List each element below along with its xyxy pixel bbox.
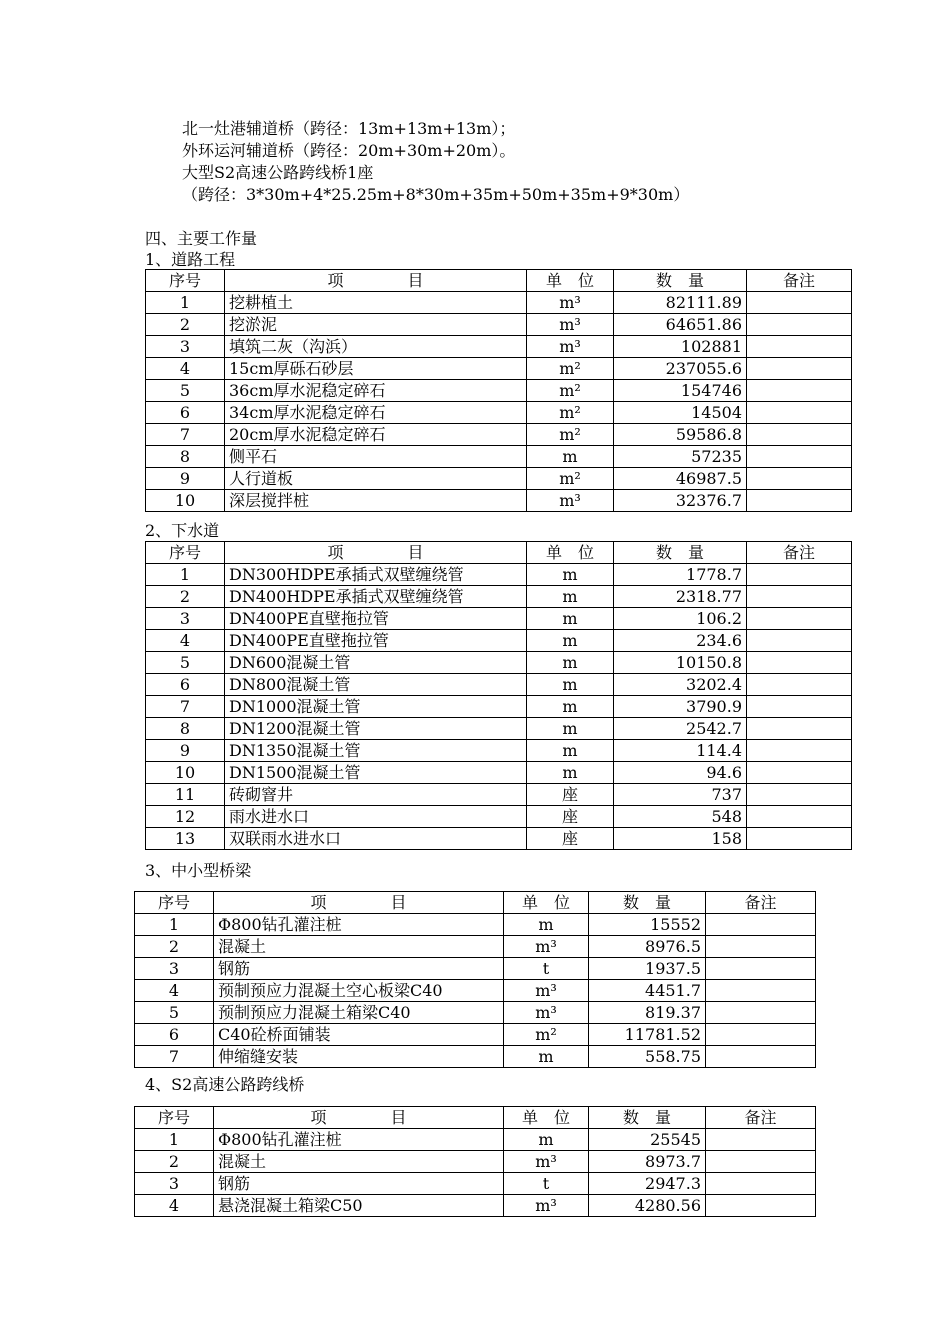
cell-note — [747, 652, 852, 674]
header-unit: 单 位 — [527, 270, 614, 292]
cell-no: 3 — [135, 958, 214, 980]
header-item: 项 目 — [225, 270, 527, 292]
cell-item: 挖淤泥 — [225, 314, 527, 336]
header-unit: 单 位 — [527, 542, 614, 564]
cell-qty: 4451.7 — [589, 980, 706, 1002]
cell-unit: m — [527, 446, 614, 468]
table-row — [135, 936, 816, 958]
cell-note — [747, 358, 852, 380]
cell-qty: 2318.77 — [614, 586, 747, 608]
cell-unit: m — [527, 696, 614, 718]
header-qty: 数 量 — [589, 1107, 706, 1129]
cell-item: 侧平石 — [225, 446, 527, 468]
cell-no: 8 — [146, 446, 225, 468]
table-row — [146, 380, 852, 402]
header-seq: 序号 — [146, 270, 225, 292]
table-row — [146, 828, 852, 850]
cell-unit: m³ — [527, 490, 614, 512]
cell-item: 预制预应力混凝土空心板梁C40 — [214, 980, 504, 1002]
cell-note — [706, 980, 816, 1002]
intro-line-4: （跨径：3*30m+4*25.25m+8*30m+35m+50m+35m+9*30m） — [182, 185, 690, 204]
cell-unit: m³ — [504, 1195, 589, 1217]
cell-item: 伸缩缝安装 — [214, 1046, 504, 1068]
cell-item: 34cm厚水泥稳定碎石 — [225, 402, 527, 424]
cell-no: 7 — [135, 1046, 214, 1068]
cell-qty: 46987.5 — [614, 468, 747, 490]
cell-note — [747, 490, 852, 512]
intro-line-1: 北一灶港辅道桥（跨径：13m+13m+13m）； — [182, 119, 516, 138]
cell-item: 混凝土 — [214, 1151, 504, 1173]
cell-qty: 819.37 — [589, 1002, 706, 1024]
cell-unit: m² — [527, 402, 614, 424]
table-row — [135, 914, 816, 936]
table-row — [146, 586, 852, 608]
table-row — [135, 1046, 816, 1068]
cell-qty: 154746 — [614, 380, 747, 402]
cell-item: 双联雨水进水口 — [225, 828, 527, 850]
table-row — [135, 1195, 816, 1217]
cell-item: 填筑二灰（沟浜） — [225, 336, 527, 358]
cell-item: 悬浇混凝土箱梁C50 — [214, 1195, 504, 1217]
cell-item: DN400PE直壁拖拉管 — [225, 630, 527, 652]
table-s2-overpass — [134, 1106, 816, 1217]
table-row — [135, 958, 816, 980]
cell-unit: t — [504, 958, 589, 980]
cell-unit: m — [527, 718, 614, 740]
cell-qty: 158 — [614, 828, 747, 850]
cell-item: 挖耕植土 — [225, 292, 527, 314]
cell-unit: m³ — [504, 1002, 589, 1024]
cell-no: 3 — [146, 336, 225, 358]
cell-unit: m — [527, 630, 614, 652]
cell-no: 13 — [146, 828, 225, 850]
cell-item: DN400PE直壁拖拉管 — [225, 608, 527, 630]
cell-unit: m³ — [504, 936, 589, 958]
cell-note — [747, 762, 852, 784]
table-row — [146, 806, 852, 828]
cell-unit: m³ — [527, 314, 614, 336]
cell-unit: m — [527, 762, 614, 784]
table-row — [146, 490, 852, 512]
table-row — [146, 608, 852, 630]
header-note: 备注 — [706, 892, 816, 914]
cell-item: DN300HDPE承插式双壁缠绕管 — [225, 564, 527, 586]
cell-note — [706, 1151, 816, 1173]
cell-note — [747, 674, 852, 696]
cell-unit: m — [527, 674, 614, 696]
cell-unit: m² — [504, 1024, 589, 1046]
cell-no: 4 — [135, 1195, 214, 1217]
cell-unit: m — [527, 586, 614, 608]
cell-item: 混凝土 — [214, 936, 504, 958]
cell-unit: 座 — [527, 828, 614, 850]
cell-item: DN800混凝土管 — [225, 674, 527, 696]
header-item: 项 目 — [214, 1107, 504, 1129]
cell-item: DN600混凝土管 — [225, 652, 527, 674]
cell-no: 9 — [146, 740, 225, 762]
cell-unit: m³ — [527, 336, 614, 358]
cell-qty: 15552 — [589, 914, 706, 936]
cell-qty: 4280.56 — [589, 1195, 706, 1217]
cell-item: 36cm厚水泥稳定碎石 — [225, 380, 527, 402]
cell-qty: 32376.7 — [614, 490, 747, 512]
cell-no: 4 — [135, 980, 214, 1002]
cell-note — [747, 468, 852, 490]
header-qty: 数 量 — [614, 270, 747, 292]
cell-qty: 94.6 — [614, 762, 747, 784]
cell-unit: m² — [527, 424, 614, 446]
cell-qty: 2947.3 — [589, 1173, 706, 1195]
cell-item: 人行道板 — [225, 468, 527, 490]
cell-qty: 64651.86 — [614, 314, 747, 336]
cell-note — [747, 718, 852, 740]
cell-qty: 106.2 — [614, 608, 747, 630]
cell-unit: m² — [527, 468, 614, 490]
cell-qty: 3790.9 — [614, 696, 747, 718]
cell-qty: 737 — [614, 784, 747, 806]
table-row — [146, 564, 852, 586]
table-row — [135, 980, 816, 1002]
cell-no: 4 — [146, 358, 225, 380]
cell-note — [747, 314, 852, 336]
table-row — [146, 358, 852, 380]
cell-qty: 234.6 — [614, 630, 747, 652]
cell-note — [706, 914, 816, 936]
cell-no: 6 — [146, 674, 225, 696]
cell-qty: 8976.5 — [589, 936, 706, 958]
cell-no: 8 — [146, 718, 225, 740]
table-row — [135, 1151, 816, 1173]
cell-qty: 57235 — [614, 446, 747, 468]
cell-no: 2 — [135, 1151, 214, 1173]
table-row — [146, 402, 852, 424]
cell-no: 1 — [135, 1129, 214, 1151]
cell-unit: 座 — [527, 806, 614, 828]
table-row — [135, 1024, 816, 1046]
table-row — [146, 718, 852, 740]
cell-unit: m² — [527, 380, 614, 402]
cell-qty: 114.4 — [614, 740, 747, 762]
cell-item: Φ800钻孔灌注桩 — [214, 914, 504, 936]
table-title-s2-overpass: 4、S2高速公路跨线桥 — [145, 1075, 305, 1094]
table-row — [146, 424, 852, 446]
header-note: 备注 — [747, 270, 852, 292]
cell-no: 7 — [146, 424, 225, 446]
header-unit: 单 位 — [504, 892, 589, 914]
table-title-small-bridges: 3、中小型桥梁 — [145, 861, 252, 880]
table-header-row — [135, 892, 816, 914]
cell-note — [747, 806, 852, 828]
cell-note — [747, 292, 852, 314]
cell-note — [706, 1024, 816, 1046]
table-row — [135, 1002, 816, 1024]
cell-note — [747, 828, 852, 850]
table-title-road: 1、道路工程 — [145, 250, 236, 269]
header-unit: 单 位 — [504, 1107, 589, 1129]
cell-item: DN1500混凝土管 — [225, 762, 527, 784]
cell-qty: 82111.89 — [614, 292, 747, 314]
cell-item: 雨水进水口 — [225, 806, 527, 828]
table-row — [146, 674, 852, 696]
cell-item: DN1200混凝土管 — [225, 718, 527, 740]
cell-qty: 8973.7 — [589, 1151, 706, 1173]
cell-no: 7 — [146, 696, 225, 718]
table-header-row — [135, 1107, 816, 1129]
cell-no: 10 — [146, 490, 225, 512]
cell-item: 钢筋 — [214, 1173, 504, 1195]
header-qty: 数 量 — [614, 542, 747, 564]
cell-qty: 1937.5 — [589, 958, 706, 980]
cell-qty: 102881 — [614, 336, 747, 358]
cell-qty: 237055.6 — [614, 358, 747, 380]
table-row — [146, 336, 852, 358]
cell-no: 11 — [146, 784, 225, 806]
intro-line-3: 大型S2高速公路跨线桥1座 — [182, 163, 374, 182]
table-title-sewer: 2、下水道 — [145, 521, 220, 540]
cell-note — [706, 1129, 816, 1151]
cell-qty: 59586.8 — [614, 424, 747, 446]
cell-note — [747, 784, 852, 806]
cell-no: 1 — [135, 914, 214, 936]
cell-note — [747, 630, 852, 652]
cell-no: 5 — [146, 380, 225, 402]
cell-note — [706, 1046, 816, 1068]
cell-no: 2 — [135, 936, 214, 958]
cell-item: 砖砌窨井 — [225, 784, 527, 806]
table-sewer — [145, 541, 852, 850]
cell-unit: m — [527, 740, 614, 762]
table-header-row — [146, 270, 852, 292]
table-road-works — [145, 269, 852, 512]
cell-no: 1 — [146, 292, 225, 314]
header-seq: 序号 — [135, 1107, 214, 1129]
header-seq: 序号 — [135, 892, 214, 914]
cell-qty: 11781.52 — [589, 1024, 706, 1046]
cell-item: 20cm厚水泥稳定碎石 — [225, 424, 527, 446]
cell-note — [747, 424, 852, 446]
table-row — [146, 784, 852, 806]
cell-item: 钢筋 — [214, 958, 504, 980]
cell-qty: 558.75 — [589, 1046, 706, 1068]
cell-unit: m³ — [527, 292, 614, 314]
table-header-row — [146, 542, 852, 564]
cell-qty: 10150.8 — [614, 652, 747, 674]
header-note: 备注 — [706, 1107, 816, 1129]
cell-note — [747, 564, 852, 586]
cell-qty: 25545 — [589, 1129, 706, 1151]
cell-item: 预制预应力混凝土箱梁C40 — [214, 1002, 504, 1024]
cell-note — [747, 696, 852, 718]
cell-note — [706, 958, 816, 980]
cell-note — [747, 586, 852, 608]
cell-qty: 1778.7 — [614, 564, 747, 586]
cell-item: DN400HDPE承插式双壁缠绕管 — [225, 586, 527, 608]
cell-note — [747, 740, 852, 762]
cell-no: 2 — [146, 314, 225, 336]
table-row — [146, 468, 852, 490]
cell-unit: m² — [527, 358, 614, 380]
cell-qty: 3202.4 — [614, 674, 747, 696]
header-item: 项 目 — [225, 542, 527, 564]
header-seq: 序号 — [146, 542, 225, 564]
cell-unit: m — [527, 608, 614, 630]
cell-unit: m — [527, 564, 614, 586]
cell-note — [747, 446, 852, 468]
cell-qty: 2542.7 — [614, 718, 747, 740]
cell-item: DN1000混凝土管 — [225, 696, 527, 718]
cell-unit: m — [504, 914, 589, 936]
cell-unit: m³ — [504, 980, 589, 1002]
cell-note — [706, 1002, 816, 1024]
header-item: 项 目 — [214, 892, 504, 914]
table-row — [146, 446, 852, 468]
cell-no: 3 — [135, 1173, 214, 1195]
cell-note — [747, 336, 852, 358]
cell-no: 2 — [146, 586, 225, 608]
cell-no: 5 — [135, 1002, 214, 1024]
header-qty: 数 量 — [589, 892, 706, 914]
table-row — [146, 314, 852, 336]
cell-item: 15cm厚砾石砂层 — [225, 358, 527, 380]
cell-no: 10 — [146, 762, 225, 784]
cell-qty: 14504 — [614, 402, 747, 424]
cell-note — [706, 1173, 816, 1195]
table-row — [146, 740, 852, 762]
table-small-bridges — [134, 891, 816, 1068]
cell-item: Φ800钻孔灌注桩 — [214, 1129, 504, 1151]
cell-no: 5 — [146, 652, 225, 674]
cell-no: 3 — [146, 608, 225, 630]
cell-no: 9 — [146, 468, 225, 490]
cell-note — [747, 380, 852, 402]
header-note: 备注 — [747, 542, 852, 564]
cell-note — [747, 402, 852, 424]
cell-item: 深层搅拌桩 — [225, 490, 527, 512]
cell-note — [706, 1195, 816, 1217]
cell-note — [747, 608, 852, 630]
cell-unit: m — [527, 652, 614, 674]
table-row — [146, 292, 852, 314]
cell-no: 12 — [146, 806, 225, 828]
cell-qty: 548 — [614, 806, 747, 828]
table-row — [146, 696, 852, 718]
table-row — [135, 1129, 816, 1151]
cell-no: 6 — [146, 402, 225, 424]
cell-unit: m — [504, 1046, 589, 1068]
table-row — [146, 652, 852, 674]
cell-unit: m³ — [504, 1151, 589, 1173]
table-row — [146, 762, 852, 784]
cell-unit: m — [504, 1129, 589, 1151]
cell-no: 6 — [135, 1024, 214, 1046]
cell-no: 4 — [146, 630, 225, 652]
intro-line-2: 外环运河辅道桥（跨径：20m+30m+20m）。 — [182, 141, 516, 160]
cell-item: DN1350混凝土管 — [225, 740, 527, 762]
cell-item: C40砼桥面铺装 — [214, 1024, 504, 1046]
cell-no: 1 — [146, 564, 225, 586]
cell-note — [706, 936, 816, 958]
table-row — [135, 1173, 816, 1195]
table-row — [146, 630, 852, 652]
cell-unit: 座 — [527, 784, 614, 806]
section-heading: 四、主要工作量 — [145, 229, 258, 248]
cell-unit: t — [504, 1173, 589, 1195]
